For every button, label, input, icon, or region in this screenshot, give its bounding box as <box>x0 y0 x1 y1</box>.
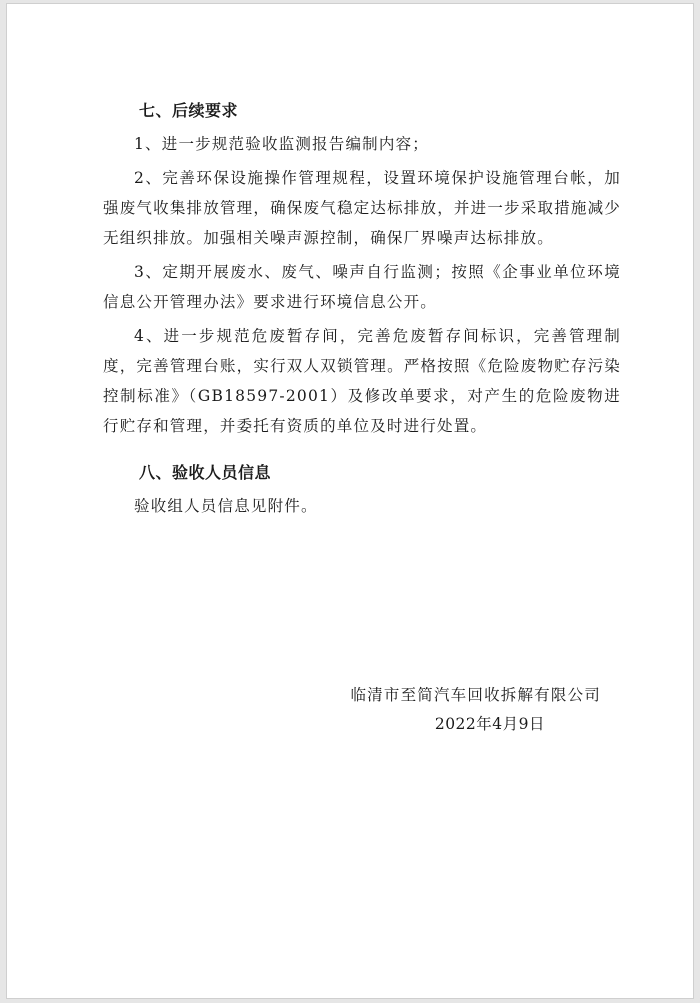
section-7-heading: 七、后续要求 <box>139 101 239 120</box>
signature-date: 2022年4月9日 <box>434 715 545 733</box>
company-name: 临清市至简汽车回收拆解有限公司 <box>350 686 601 704</box>
section-7-item-3: 3、定期开展废水、废气、噪声自行监测；按照《企事业单位环境信息公开管理办法》要求进行环境信息公开。 <box>103 263 621 311</box>
document-body <box>103 97 621 525</box>
section-7-item-1: 1、进一步规范验收监测报告编制内容； <box>134 135 429 153</box>
section-7-item-2: 2、完善环保设施操作管理规程，设置环境保护设施管理台帐，加强废气收集排放管理，确保废气稳定达标排放，并进一步采取措施减少无组织排放。加强相关噪声源控制，确保厂界噪声达标排放。 <box>103 169 621 247</box>
document-page <box>6 3 694 999</box>
section-8-heading: 八、验收人员信息 <box>139 463 272 482</box>
signature-block <box>350 681 601 739</box>
section-spacer <box>103 445 621 459</box>
section-7-item-4: 4、进一步规范危废暂存间，完善危废暂存间标识，完善管理制度，完善管理台账，实行双人双锁管理。严格按照《危险废物贮存污染控制标准》（GB18597-2001）及修改单要求，对产生的危险废物进行贮存和管理，并委托有资质的单位及时进行处置。 <box>103 327 621 435</box>
section-8-text: 验收组人员信息见附件。 <box>134 497 318 515</box>
